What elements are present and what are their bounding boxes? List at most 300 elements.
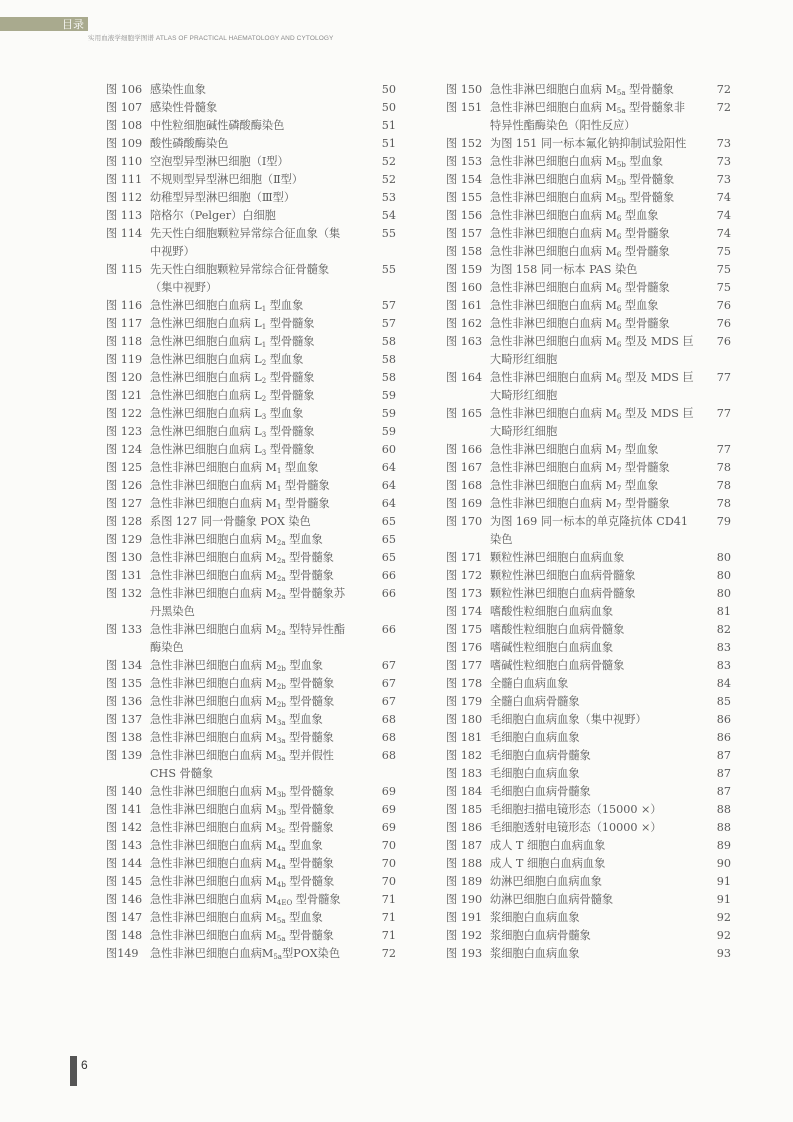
page-ref: 59 [381, 389, 396, 402]
title-suffix: 型骨髓象 [285, 821, 334, 834]
figure-title [150, 333, 372, 351]
toc-entry[interactable] [106, 873, 396, 891]
title-suffix: 型骨髓象 [292, 893, 341, 906]
toc-entry[interactable] [106, 909, 396, 927]
figure-title [490, 801, 707, 819]
toc-entry[interactable] [446, 441, 731, 459]
title-suffix: 型血象 [285, 533, 323, 546]
toc-entry[interactable] [106, 135, 396, 153]
toc-entry[interactable] [106, 81, 396, 99]
toc-entry[interactable] [106, 567, 396, 585]
toc-entry[interactable] [106, 945, 396, 963]
toc-entry[interactable] [446, 171, 731, 189]
toc-entry[interactable] [446, 657, 731, 675]
title-suffix: 型骨髓象 [285, 569, 334, 582]
title-continuation: （集中视野） [150, 281, 218, 294]
toc-entry[interactable] [106, 333, 396, 351]
figure-title [490, 711, 707, 729]
title-subscript: 6 [616, 413, 622, 421]
title-text: 毛细胞白血病血象（集中视野） [490, 713, 647, 726]
toc-entry[interactable] [106, 927, 396, 945]
title-text: 急性非淋巴细胞白血病 M [150, 785, 277, 798]
toc-entry[interactable] [106, 171, 396, 189]
title-text: 毛细胞扫描电镜形态（15000 ×） [490, 803, 662, 816]
title-subscript: 1 [276, 503, 282, 511]
title-continuation: 特异性酯酶染色（阳性反应） [490, 119, 636, 132]
toc-entry[interactable] [446, 603, 731, 621]
page-ref: 70 [381, 875, 396, 888]
title-continuation: CHS 骨髓象 [150, 767, 214, 780]
figure-number: 图 129 [106, 533, 143, 546]
figure-number: 图 138 [106, 731, 143, 744]
toc-entry[interactable] [106, 387, 396, 405]
toc-entry-continuation [446, 387, 731, 405]
title-subscript: 4EO [276, 899, 293, 907]
title-suffix: 型骨髓象 [625, 191, 675, 204]
toc-entry[interactable] [446, 621, 731, 639]
toc-entry[interactable] [446, 549, 731, 567]
toc-entry[interactable] [446, 459, 731, 477]
toc-entry[interactable] [446, 891, 731, 909]
toc-entry[interactable] [446, 909, 731, 927]
figure-number: 图 170 [446, 515, 483, 528]
toc-entry[interactable] [106, 855, 396, 873]
toc-entry[interactable] [446, 153, 731, 171]
page-ref: 86 [716, 731, 731, 744]
title-text: 急性非淋巴细胞白血病 M [150, 731, 277, 744]
figure-title [490, 765, 707, 783]
page-ref: 73 [716, 155, 731, 168]
figure-title [150, 945, 372, 963]
page-ref: 73 [716, 137, 731, 150]
figure-title [150, 657, 372, 675]
figure-number: 图 142 [106, 821, 143, 834]
figure-number: 图 113 [106, 209, 143, 222]
figure-number: 图 137 [106, 713, 143, 726]
title-subscript: 5a [276, 935, 286, 943]
figure-title [490, 567, 707, 585]
page-ref: 76 [716, 299, 731, 312]
figure-title [490, 639, 707, 657]
figure-title [150, 135, 372, 153]
toc-entry[interactable] [446, 927, 731, 945]
toc-entry[interactable] [446, 495, 731, 513]
toc-entry[interactable] [106, 315, 396, 333]
toc-entry[interactable] [106, 117, 396, 135]
title-text: 急性非淋巴细胞白血病 M [150, 461, 277, 474]
toc-entry-continuation [106, 765, 396, 783]
figure-number: 图 152 [446, 137, 483, 150]
toc-entry[interactable] [106, 783, 396, 801]
toc-column-left [106, 81, 396, 963]
toc-entry[interactable] [446, 207, 731, 225]
title-subscript: 3 [261, 431, 267, 439]
title-text: 急性非淋巴细胞白血病 M [150, 857, 277, 870]
title-text: 感染性血象 [150, 83, 206, 96]
figure-number: 图 141 [106, 803, 143, 816]
figure-title [150, 207, 372, 225]
page-ref: 85 [716, 695, 731, 708]
toc-entry[interactable] [106, 801, 396, 819]
title-text: 急性非淋巴细胞白血病 M [150, 623, 277, 636]
toc-entry[interactable] [106, 369, 396, 387]
figure-title [150, 693, 372, 711]
title-suffix: 型骨髓象 [621, 461, 670, 474]
toc-entry[interactable] [446, 567, 731, 585]
page-ref: 70 [381, 839, 396, 852]
title-subscript: 1 [261, 341, 267, 349]
toc-entry[interactable] [106, 549, 396, 567]
toc-entry[interactable] [446, 711, 731, 729]
page-ref: 71 [381, 911, 396, 924]
page-ref: 55 [381, 227, 396, 240]
page-ref: 50 [381, 101, 396, 114]
figure-number: 图 110 [106, 155, 143, 168]
toc-entry[interactable] [446, 81, 731, 99]
title-suffix: 型POX染色 [281, 947, 341, 960]
toc-entry[interactable] [446, 333, 731, 351]
title-text: 急性非淋巴细胞白血病 M [490, 335, 617, 348]
toc-entry[interactable] [106, 531, 396, 549]
page-ref: 78 [716, 497, 731, 510]
toc-entry-continuation [446, 117, 731, 135]
toc-entry[interactable] [446, 693, 731, 711]
page-ref: 59 [381, 407, 396, 420]
figure-number: 图 177 [446, 659, 483, 672]
toc-entry[interactable] [446, 369, 731, 387]
figure-number: 图 157 [446, 227, 483, 240]
figure-number: 图 190 [446, 893, 483, 906]
figure-number: 图 189 [446, 875, 483, 888]
page-ref: 81 [716, 605, 731, 618]
page-ref: 77 [716, 443, 731, 456]
toc-entry[interactable] [446, 135, 731, 153]
title-suffix: 型骨髓象 [266, 371, 315, 384]
title-text: 急性淋巴细胞白血病 L [150, 317, 262, 330]
figure-number: 图 187 [446, 839, 483, 852]
toc-entry[interactable] [446, 801, 731, 819]
section-title: 目录 [62, 18, 84, 31]
title-text: 急性非淋巴细胞白血病 M [490, 173, 617, 186]
title-text: 急性非淋巴细胞白血病 M [150, 875, 277, 888]
page-ref: 65 [381, 551, 396, 564]
title-subscript: 3 [261, 449, 267, 457]
toc-entry[interactable] [446, 639, 731, 657]
toc-entry[interactable] [446, 945, 731, 963]
page-ref: 78 [716, 461, 731, 474]
page-ref: 51 [381, 137, 396, 150]
page-ref: 76 [716, 317, 731, 330]
page-ref: 57 [381, 317, 396, 330]
toc-entry[interactable] [446, 675, 731, 693]
figure-title [150, 819, 372, 837]
toc-entry[interactable] [106, 891, 396, 909]
toc-entry[interactable] [106, 405, 396, 423]
page-ref: 88 [716, 821, 731, 834]
figure-number: 图 140 [106, 785, 143, 798]
toc-entry[interactable] [446, 873, 731, 891]
title-suffix: 型骨髓象 [285, 785, 335, 798]
toc-entry[interactable] [446, 261, 731, 279]
page-ref: 70 [381, 857, 396, 870]
figure-title [150, 387, 372, 405]
figure-number: 图 160 [446, 281, 483, 294]
toc-entry[interactable] [446, 189, 731, 207]
figure-number: 图 166 [446, 443, 483, 456]
figure-title [490, 135, 707, 153]
title-text: 急性非淋巴细胞白血病 M [150, 749, 277, 762]
figure-number: 图 112 [106, 191, 143, 204]
title-text: 急性非淋巴细胞白血病 M [150, 551, 277, 564]
page-ref: 87 [716, 767, 731, 780]
page-ref: 88 [716, 803, 731, 816]
figure-number: 图 126 [106, 479, 143, 492]
page-ref: 75 [716, 281, 731, 294]
figure-number: 图 125 [106, 461, 143, 474]
figure-number: 图 107 [106, 101, 143, 114]
page-ref: 74 [716, 209, 731, 222]
page-ref: 77 [716, 371, 731, 384]
title-suffix: 型血象 [266, 353, 304, 366]
toc-entry[interactable] [106, 729, 396, 747]
toc-entry[interactable] [106, 153, 396, 171]
toc-entry-continuation [106, 279, 396, 297]
title-suffix: 型血象 [285, 839, 323, 852]
title-text: 急性非淋巴细胞白血病 M [150, 677, 277, 690]
figure-number: 图 176 [446, 641, 483, 654]
figure-number: 图 136 [106, 695, 143, 708]
figure-title [490, 819, 707, 837]
title-text: 急性非淋巴细胞白血病 M [150, 839, 277, 852]
toc-entry[interactable] [446, 837, 731, 855]
title-text: 幼淋巴细胞白血病血象 [490, 875, 602, 888]
toc-entry[interactable] [106, 189, 396, 207]
page-ref: 60 [381, 443, 396, 456]
title-text: 颗粒性淋巴细胞白血病骨髓象 [490, 569, 636, 582]
title-text: 成人 T 细胞白血病血象 [490, 857, 606, 870]
page-ref: 80 [716, 569, 731, 582]
title-suffix: 型骨髓象 [266, 317, 315, 330]
toc-entry[interactable] [446, 855, 731, 873]
figure-title [150, 675, 372, 693]
title-suffix: 型血象 [621, 443, 659, 456]
figure-title [490, 603, 707, 621]
title-text: 急性非淋巴细胞白血病 M [490, 371, 617, 384]
toc-entry[interactable] [106, 441, 396, 459]
page-ref: 91 [716, 875, 731, 888]
title-suffix: 型血象 [266, 407, 304, 420]
toc-entry[interactable] [446, 513, 731, 531]
toc-entry[interactable] [106, 495, 396, 513]
title-text: 急性非淋巴细胞白血病 M [490, 83, 617, 96]
running-header: 实用血液学细胞学图谱 ATLAS OF PRACTICAL HAEMATOLOGY AND CYTOLOGY [88, 35, 334, 42]
toc-entry[interactable] [446, 765, 731, 783]
toc-entry[interactable] [106, 657, 396, 675]
toc-entry[interactable] [106, 99, 396, 117]
figure-title [150, 405, 372, 423]
figure-title [150, 369, 372, 387]
toc-entry[interactable] [106, 351, 396, 369]
title-suffix: 型及 MDS 巨 [621, 371, 694, 384]
toc-entry[interactable] [446, 819, 731, 837]
figure-number: 图 154 [446, 173, 483, 186]
title-text: 幼淋巴细胞白血病骨髓象 [490, 893, 614, 906]
toc-entry[interactable] [446, 783, 731, 801]
title-suffix: 型血象 [621, 479, 659, 492]
figure-number: 图 148 [106, 929, 143, 942]
title-subscript: 2a [276, 557, 286, 565]
title-subscript: 2b [276, 683, 286, 691]
toc-entry[interactable] [106, 837, 396, 855]
title-subscript: 3b [276, 809, 286, 817]
toc-entry-continuation [446, 531, 731, 549]
toc-entry[interactable] [106, 459, 396, 477]
title-text: 急性非淋巴细胞白血病 M [150, 659, 277, 672]
figure-title [490, 891, 707, 909]
toc-entry[interactable] [446, 99, 731, 117]
figure-number: 图 165 [446, 407, 483, 420]
title-text: 急性非淋巴细胞白血病 M [490, 497, 617, 510]
toc-entry[interactable] [106, 585, 396, 603]
figure-title [490, 405, 707, 423]
toc-entry[interactable] [106, 513, 396, 531]
toc-entry[interactable] [106, 711, 396, 729]
figure-number: 图 186 [446, 821, 483, 834]
figure-title [490, 153, 707, 171]
title-text: 毛细胞白血病骨髓象 [490, 749, 591, 762]
toc-entry[interactable] [106, 207, 396, 225]
title-text: 嗜酸性粒细胞白血病血象 [490, 605, 614, 618]
figure-title [490, 585, 707, 603]
title-text: 浆细胞白血病血象 [490, 947, 580, 960]
toc-entry[interactable] [446, 297, 731, 315]
title-continuation: 染色 [490, 533, 513, 546]
figure-number: 图 150 [446, 83, 483, 96]
title-text: 急性非淋巴细胞白血病 M [490, 191, 617, 204]
page-ref: 68 [381, 731, 396, 744]
figure-number: 图 167 [446, 461, 483, 474]
toc-entry[interactable] [446, 585, 731, 603]
figure-title [490, 225, 707, 243]
page-ref: 69 [381, 821, 396, 834]
figure-number: 图 192 [446, 929, 483, 942]
page-ref: 67 [381, 677, 396, 690]
toc-entry[interactable] [446, 477, 731, 495]
figure-number: 图 117 [106, 317, 143, 330]
figure-number: 图149 [106, 947, 139, 960]
title-text: 感染性骨髓象 [150, 101, 218, 114]
title-text: 急性非淋巴细胞白血病 M [150, 533, 277, 546]
figure-title [150, 315, 372, 333]
title-subscript: 6 [616, 287, 622, 295]
figure-number: 图 168 [446, 479, 483, 492]
toc-entry[interactable] [106, 747, 396, 765]
title-suffix: 型血象 [285, 713, 323, 726]
toc-entry[interactable] [106, 297, 396, 315]
figure-number: 图 179 [446, 695, 483, 708]
toc-entry[interactable] [446, 405, 731, 423]
title-suffix: 型骨髓象 [285, 929, 334, 942]
figure-number: 图 185 [446, 803, 483, 816]
figure-title [490, 909, 707, 927]
title-subscript: 6 [616, 215, 622, 223]
figure-number: 图 123 [106, 425, 143, 438]
title-text: 先天性白细胞颗粒异常综合征骨髓象 [150, 263, 330, 276]
title-subscript: 3a [276, 719, 286, 727]
page-ref: 69 [381, 803, 396, 816]
toc-entry[interactable] [106, 423, 396, 441]
toc-entry[interactable] [446, 747, 731, 765]
title-text: 为图 169 同一标本的单克隆抗体 CD41 [490, 515, 689, 528]
toc-entry[interactable] [446, 243, 731, 261]
toc-entry[interactable] [106, 675, 396, 693]
toc-entry[interactable] [106, 693, 396, 711]
page-ref: 83 [716, 641, 731, 654]
title-text: 系图 127 同一骨髓象 POX 染色 [150, 515, 311, 528]
figure-number: 图 116 [106, 299, 143, 312]
figure-number: 图 153 [446, 155, 483, 168]
title-text: 急性淋巴细胞白血病 L [150, 299, 262, 312]
title-subscript: 2 [261, 395, 267, 403]
figure-number: 图 132 [106, 587, 143, 600]
figure-number: 图 128 [106, 515, 143, 528]
toc-entry[interactable] [106, 225, 396, 243]
title-text: 颗粒性淋巴细胞白血病骨髓象 [490, 587, 636, 600]
title-suffix: 型骨髓象 [281, 497, 330, 510]
toc-entry[interactable] [446, 315, 731, 333]
figure-number: 图 169 [446, 497, 483, 510]
figure-number: 图 146 [106, 893, 143, 906]
toc-entry[interactable] [106, 819, 396, 837]
title-text: 急性非淋巴细胞白血病M [150, 947, 274, 960]
figure-number: 图 162 [446, 317, 483, 330]
figure-number: 图 188 [446, 857, 483, 870]
page-ref: 66 [381, 587, 396, 600]
title-suffix: 型血象 [625, 155, 663, 168]
title-subscript: 2a [276, 593, 286, 601]
title-text: 空泡型异型淋巴细胞（Ⅰ型） [150, 155, 289, 168]
title-subscript: 3 [261, 413, 267, 421]
toc-entry[interactable] [106, 621, 396, 639]
toc-entry[interactable] [106, 261, 396, 279]
page-ref: 54 [381, 209, 396, 222]
toc-entry[interactable] [446, 279, 731, 297]
figure-number: 图 144 [106, 857, 143, 870]
toc-entry[interactable] [446, 225, 731, 243]
title-text: 急性非淋巴细胞白血病 M [490, 155, 617, 168]
figure-title [150, 261, 372, 279]
page-ref: 76 [716, 335, 731, 348]
title-subscript: 3b [276, 791, 286, 799]
figure-number: 图 119 [106, 353, 143, 366]
figure-title [490, 369, 707, 387]
toc-entry-continuation [446, 423, 731, 441]
figure-title [490, 513, 707, 531]
title-text: 急性非淋巴细胞白血病 M [150, 497, 277, 510]
title-text: 为图 158 同一标本 PAS 染色 [490, 263, 638, 276]
title-text: 毛细胞白血病血象 [490, 731, 580, 744]
toc-entry[interactable] [446, 729, 731, 747]
title-suffix: 型骨髓象 [285, 731, 334, 744]
toc-entry[interactable] [106, 477, 396, 495]
figure-number: 图 130 [106, 551, 143, 564]
title-suffix: 型特异性酯 [285, 623, 346, 636]
figure-title [150, 171, 372, 189]
title-text: 急性非淋巴细胞白血病 M [490, 281, 617, 294]
figure-title [490, 261, 707, 279]
title-text: 急性淋巴细胞白血病 L [150, 389, 262, 402]
page-ref: 73 [716, 173, 731, 186]
